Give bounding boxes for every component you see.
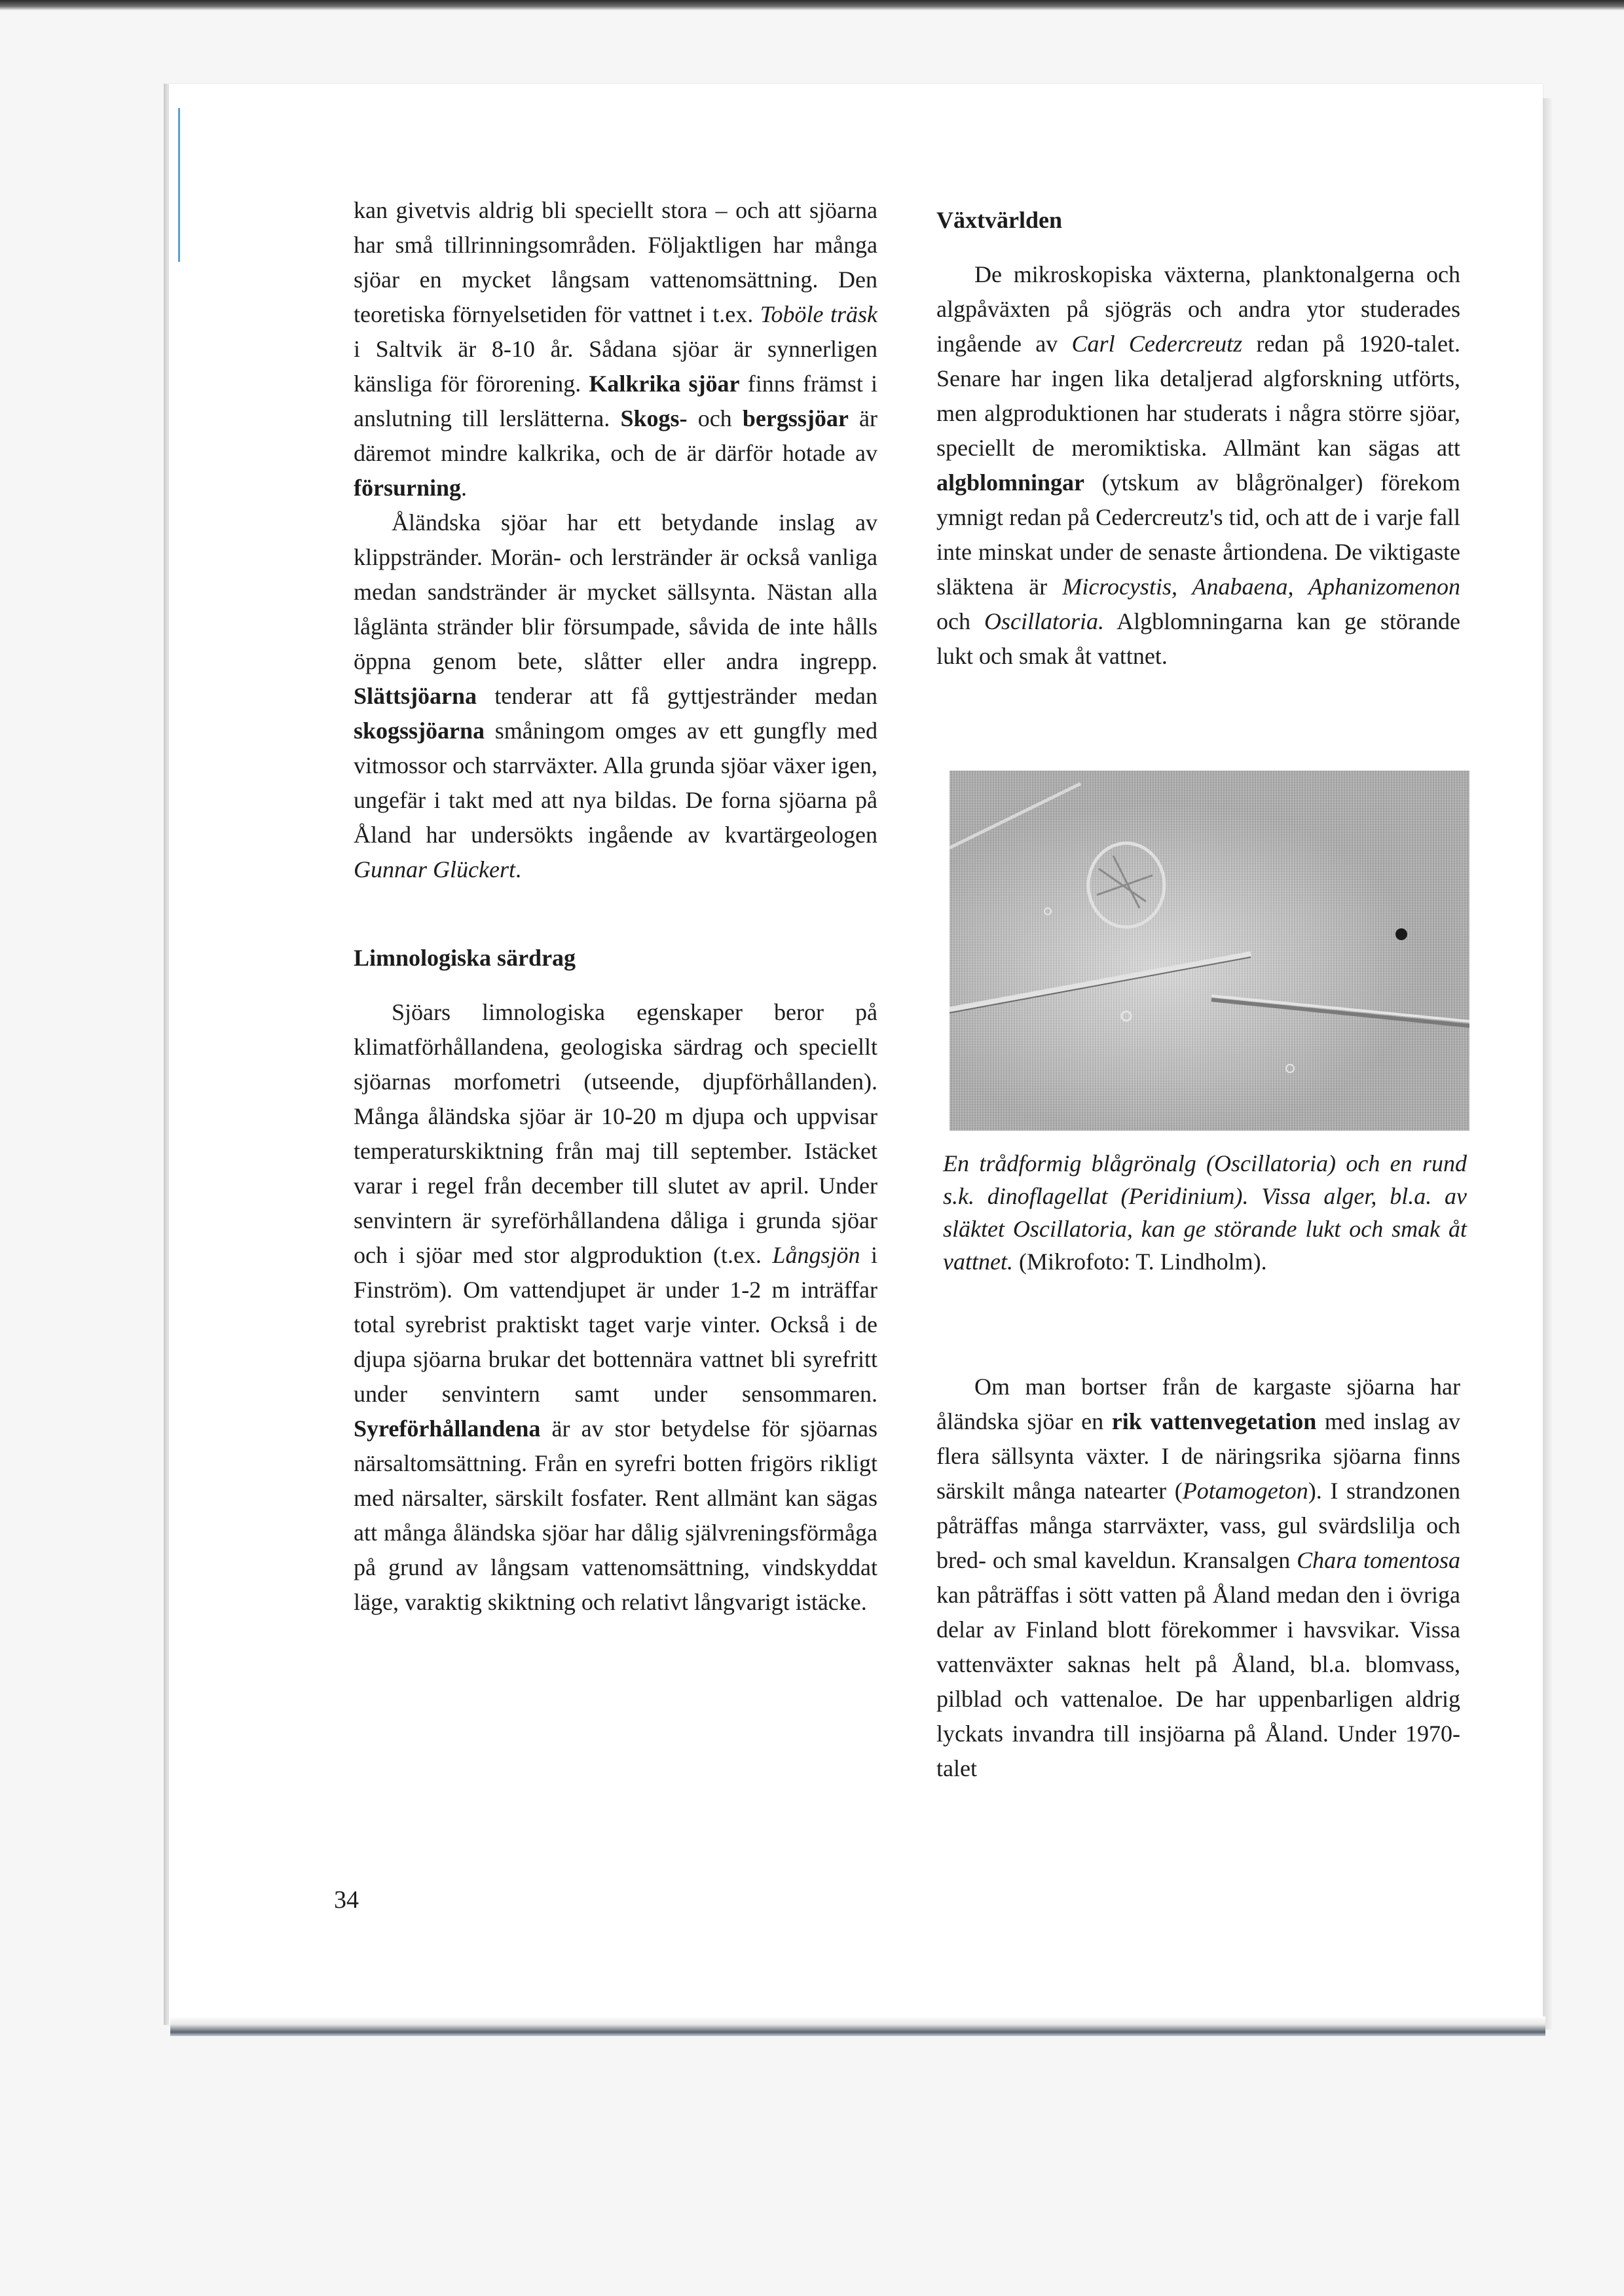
text-run: är däremot mindre kalkrika, och de är därför hotade av bbox=[354, 405, 877, 466]
person-name: Gunnar Glückert bbox=[354, 856, 515, 883]
text-run: småningom omges av ett gungfly med vitmossor och starrväxter. Alla grunda sjöar växer igen, ungefär i takt med att nya bildas. De forna sjöarna på Åland har undersökts ingående av kvartärgeologen bbox=[354, 718, 877, 848]
species-name: Chara tomentosa bbox=[1297, 1547, 1460, 1573]
place-name: Långsjön bbox=[772, 1242, 860, 1268]
right-column-bottom bbox=[936, 1370, 1460, 1786]
micrograph-shapes bbox=[950, 771, 1469, 1131]
place-name: Toböle träsk bbox=[760, 301, 877, 327]
page-number: 34 bbox=[334, 1886, 359, 1914]
text-run: Åländska sjöar har ett betydande inslag av klippstränder. Morän- och lerstränder är också vanliga medan sandstränder är mycket sällsynta. Nästan alla låglänta stränder blir försumpade, såvida de inte hålls öppna genom bete, slåtter eller andra ingrepp. bbox=[354, 509, 877, 674]
text-run: med inslag av flera sällsynta växter. I de näringsrika sjöarna finns särskilt många natearter ( bbox=[936, 1408, 1461, 1504]
page-left-edge bbox=[164, 84, 169, 2025]
particle bbox=[1122, 1011, 1131, 1021]
scan-top-edge bbox=[0, 0, 1624, 10]
text-run: . bbox=[461, 475, 468, 501]
filament-lower bbox=[1211, 1000, 1469, 1026]
intro-paragraph bbox=[354, 193, 877, 505]
term-rik-vattenvegetation: rik vattenvegetation bbox=[1111, 1408, 1317, 1434]
caption-italic: En trådformig blågrönalg (Oscillatoria) och en rund s.k. dinoflagellat (Peridinium). Vissa alger, bl.a. av släktet Oscillatoria, kan ge störande lukt och smak åt vattnet. bbox=[943, 1150, 1467, 1275]
cell-plates bbox=[1097, 856, 1153, 908]
text-run: tenderar att få gyttjestränder medan bbox=[477, 683, 877, 709]
text-run: Algblomningarna kan ge störande lukt och smak åt vattnet. bbox=[936, 608, 1460, 669]
dark-particle bbox=[1395, 928, 1407, 940]
text-run: i Finström). Om vattendjupet är under 1-2 m inträffar total syrebrist praktiskt taget varje vinter. Också i de djupa sjöarna brukar det bottennära vattnet bli syrefritt under senvintern samt under sensommaren. bbox=[354, 1242, 877, 1407]
text-run: De mikroskopiska växterna, planktonalgerna och algpåväxten på sjögräs och andra ytor studerades ingående av bbox=[936, 261, 1460, 357]
term-kalkrika-sjoar: Kalkrika sjöar bbox=[589, 371, 740, 397]
particle bbox=[1286, 1065, 1294, 1072]
section-heading-vaxtvarlden: Växtvärlden bbox=[936, 207, 1062, 233]
person-name: Carl Cedercreutz bbox=[1071, 331, 1243, 357]
shore-paragraph bbox=[354, 505, 877, 887]
text-run: . bbox=[515, 856, 521, 883]
text-run: Sjöars limnologiska egenskaper beror på klimatförhållandena, geologiska särdrag och speciellt sjöarnas morfometri (utseende, djupförhållanden). Många åländska sjöar är 10-20 m djupa och uppvisar temperaturskiktning från maj till september. Istäcket varar i regel från december till slutet av april. Under senvintern är syreförhållandena dåliga i grunda sjöar och i sjöar med stor algproduktion (t.ex. bbox=[354, 999, 877, 1268]
filament-faint bbox=[950, 784, 1080, 848]
left-column bbox=[354, 193, 877, 1620]
text-run: redan på 1920-talet. Senare har ingen lika detaljerad algforskning utförts, men algproduktionen har studerats i några större sjöar, speciellt de meromiktiska. Allmänt kan sägas att bbox=[936, 331, 1460, 461]
text-run: finns främst i anslutning till lerslätterna. bbox=[354, 371, 877, 431]
section-heading-limnologiska: Limnologiska särdrag bbox=[354, 945, 576, 971]
term-slattsjoarna: Slättsjöarna bbox=[354, 683, 477, 709]
term-syreforhallandena: Syreförhållandena bbox=[354, 1415, 541, 1442]
text-run: (ytskum av blågrönalger) förekom ymnigt redan på Cedercreutz's tid, och att de i varje fall inte minskat under de senaste årtiondena. De viktigaste släktena är bbox=[936, 469, 1460, 600]
term-forsurning: försurning bbox=[354, 475, 462, 501]
genus-name: Oscillatoria. bbox=[984, 608, 1105, 634]
term-bergssjoar: bergssjöar bbox=[742, 405, 849, 431]
text-run: Om man bortser från de kargaste sjöarna har åländska sjöar en bbox=[936, 1374, 1460, 1434]
blue-margin-mark bbox=[178, 108, 180, 262]
page-right-shadow bbox=[1543, 98, 1552, 2030]
genus-names: Microcystis, Anabaena, Aphanizomenon bbox=[1062, 574, 1460, 600]
text-run: och bbox=[936, 608, 985, 634]
text-run: i Saltvik är 8-10 år. Sådana sjöar är synnerligen känsliga för förorening. bbox=[354, 336, 877, 397]
term-algblomningar: algblomningar bbox=[936, 469, 1085, 496]
text-run: kan givetvis aldrig bli speciellt stora – och att sjöarna har små tillrinningsområden. Följaktligen har många sjöar en mycket långsam vattenomsättning. Den teoretiska förnyelsetiden för vattnet i t.ex. bbox=[354, 197, 877, 327]
filament-lower-highlight bbox=[1211, 996, 1469, 1021]
right-column-top bbox=[936, 203, 1460, 674]
vegetation-paragraph bbox=[936, 1370, 1460, 1786]
text-run: och bbox=[687, 405, 743, 431]
photo-caption bbox=[943, 1147, 1467, 1278]
term-skogssjoarna: skogssjöarna bbox=[354, 718, 485, 744]
page-bottom-edge bbox=[170, 2016, 1545, 2036]
text-run: är av stor betydelse för sjöarnas närsaltomsättning. Från en syrefri botten frigörs rikligt med närsalter, särskilt fosfater. Rent allmänt kan sägas att många åländska sjöar har dålig självreningsförmåga på grund av långsam vattenomsättning, vindskyddat läge, varaktig skiktning och relativt långvarigt istäcke. bbox=[354, 1415, 877, 1615]
term-skogs: Skogs- bbox=[620, 405, 688, 431]
filament-upper bbox=[950, 954, 1251, 1010]
limno-paragraph bbox=[354, 995, 877, 1620]
genus-name: Potamogeton bbox=[1182, 1478, 1308, 1504]
photo-credit: (Mikrofoto: T. Lindholm). bbox=[1012, 1248, 1267, 1275]
particle bbox=[1044, 908, 1051, 915]
text-run: ). I strandzonen påträffas många starrväxter, vass, gul svärdslilja och bred- och smal kaveldun. Kransalgen bbox=[936, 1478, 1460, 1573]
text-run: kan påträffas i sött vatten på Åland medan den i övriga delar av Finland blott förekommer i havsvikar. Vissa vattenväxter saknas helt på Åland, bl.a. blomvass, pilblad och vattenaloe. De har uppenbarligen aldrig lyckats invandra till insjöarna på Åland. Under 1970-talet bbox=[936, 1582, 1460, 1781]
filament-upper-edge bbox=[950, 957, 1251, 1013]
plant-paragraph bbox=[936, 257, 1460, 674]
micrograph-photo bbox=[950, 771, 1469, 1131]
